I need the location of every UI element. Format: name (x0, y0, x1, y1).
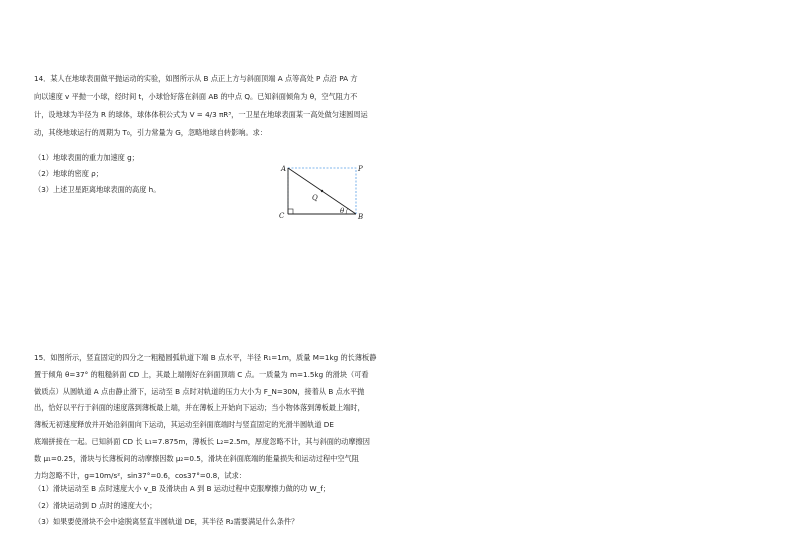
q15-line-2: 置于倾角 θ=37° 的粗糙斜面 CD 上，其最上端刚好在斜面顶端 C 点。一质量为 m=1.5kg 的滑块（可看 (34, 369, 369, 379)
q15-sub-3: （3）如果要使滑块不会中途脱离竖直半圆轨道 DE，其半径 R₂需要满足什么条件？ (34, 517, 299, 526)
q14-line-2: 向以速度 v 平抛一小球，经时间 t，小球恰好落在斜面 AB 的中点 Q。已知斜面倾角为 θ，空气阻力不 (34, 92, 358, 101)
q14-line-1: 14．某人在地球表面做平抛运动的实验，如图所示从 B 点正上方与斜面顶端 A 点等高处 P 点沿 PA 方 (34, 74, 358, 83)
label-a: A (281, 165, 287, 173)
q15-sub-2: （2）滑块运动到 D 点时的速度大小； (34, 501, 157, 510)
q15-line-7: 数 μ₁=0.25，滑块与长薄板间的动摩擦因数 μ₂=0.5，滑块在斜面底端的能量损失和运动过程中空气阻 (34, 453, 359, 463)
label-q: Q (312, 194, 318, 202)
label-b: B (358, 213, 364, 220)
question-15 (34, 350, 414, 484)
q15-line-5: 薄板无初速度释放并开始沿斜面向下运动，其运动至斜面底端时与竖直固定的光滑半圆轨道 DE (34, 420, 334, 430)
q15-line-4: 出，恰好以平行于斜面的速度落到薄板最上端，并在薄板上开始向下运动；当小物体落到薄板最上端时， (34, 403, 365, 413)
q14-line-4: 动，其绕地球运行的周期为 T₀，引力常量为 G，忽略地球自转影响。求： (34, 128, 268, 137)
point-q (321, 190, 323, 192)
question-14 (34, 70, 414, 142)
label-theta: θ (340, 207, 345, 215)
q15-line-3: 做质点）从圆轨道 A 点由静止滑下，运动至 B 点时对轨道的压力大小为 F_N=30N，接着从 B 点水平抛 (34, 386, 365, 396)
q14-line-3: 计，设地球为半径为 R 的球体，球体体积公式为 V = 4/3 πR³，一卫星在地球表面某一高处做匀速圆周运 (34, 110, 368, 119)
q15-line-1: 15．如图所示，竖直固定的四分之一粗糙圆弧轨道下端 B 点水平，半径 R₁=1m，质量 M=1kg 的长薄板静 (34, 353, 377, 362)
q14-sub-1: （1）地球表面的重力加速度 g； (34, 153, 139, 162)
q15-line-6: 底端拼接在一起。已知斜面 CD 长 L₁=7.875m，薄板长 L₂=2.5m，厚度忽略不计，其与斜面的动摩擦因 (34, 436, 370, 446)
incline-figure (270, 160, 370, 220)
q15-line-8: 力均忽略不计，g=10m/s²，sin37°=0.6，cos37°=0.8，试求： (34, 470, 246, 480)
q14-sub-2: （2）地球的密度 ρ； (34, 169, 103, 178)
label-p: P (358, 165, 363, 173)
label-c: C (279, 212, 285, 220)
q15-sub-1: （1）滑块运动至 B 点时速度大小 v_B 及滑块由 A 到 B 运动过程中克服摩擦力做的功 W_f； (34, 484, 330, 493)
q14-sub-3: （3）上述卫星距离地球表面的高度 h。 (34, 185, 161, 194)
right-angle-mark (288, 209, 293, 214)
